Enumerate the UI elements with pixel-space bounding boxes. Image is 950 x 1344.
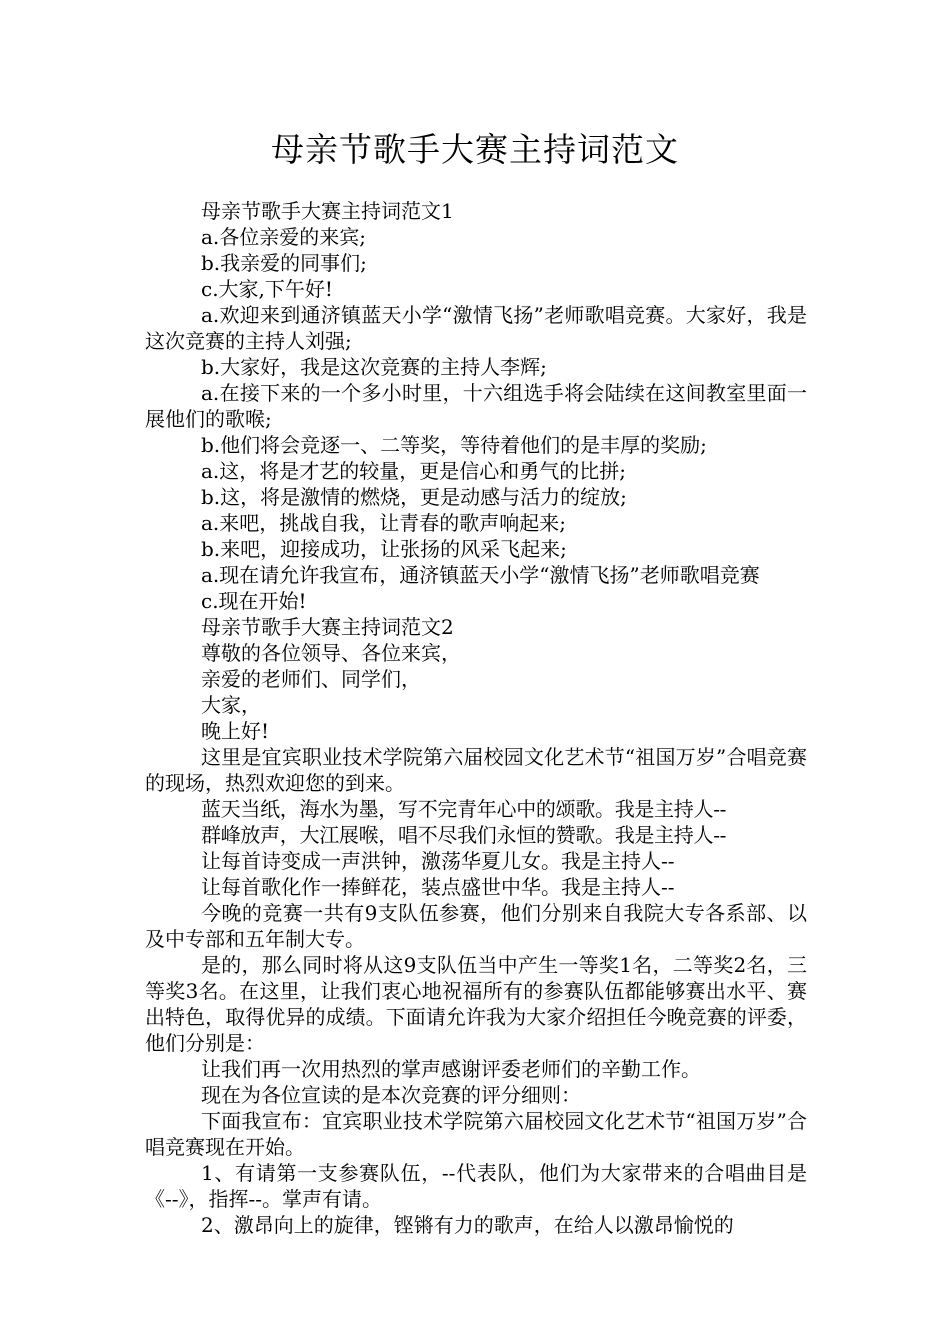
paragraph: 让我们再一次用热烈的掌声感谢评委老师们的辛勤工作。 [201,1057,701,1081]
paragraph: b.大家好，我是这次竞赛的主持人李辉; [201,355,547,379]
paragraph: 晚上好! [201,719,270,743]
paragraph: 亲爱的老师们、同学们， [201,667,421,691]
paragraph: a.来吧，挑战自我，让青春的歌声响起来; [201,511,567,535]
paragraph: 下面我宣布：宜宾职业技术学院第六届校园文化艺术节“祖国万岁”合唱竞赛现在开始。 [145,1109,807,1159]
paragraph: 尊敬的各位领导、各位来宾， [201,641,461,665]
paragraph: 是的，那么同时将从这9支队伍当中产生一等奖1名，二等奖2名，三等奖3名。在这里，让我们衷心地祝福所有的参赛队伍都能够赛出水平、赛出特色，取得优异的成绩。下面请允许我为大家介绍担任今晚竞赛的评委，他们分别是： [145,953,807,1055]
paragraph: 这里是宜宾职业技术学院第六届校园文化艺术节“祖国万岁”合唱竞赛的现场，热烈欢迎您的到来。 [145,745,807,795]
paragraph: 群峰放声，大江展喉，唱不尽我们永恒的赞歌。我是主持人-- [201,823,727,847]
paragraph: a.各位亲爱的来宾; [201,225,367,249]
paragraph: b.我亲爱的同事们; [201,251,367,275]
paragraph: 母亲节歌手大赛主持词范文2 [201,615,454,639]
paragraph: a.这，将是才艺的较量，更是信心和勇气的比拼; [201,459,627,483]
paragraph: c.现在开始! [201,589,307,613]
paragraph: 现在为各位宣读的是本次竞赛的评分细则： [201,1083,581,1107]
paragraph: b.这，将是激情的燃烧，更是动感与活力的绽放; [201,485,627,509]
document-title: 母亲节歌手大赛主持词范文 [271,130,679,169]
paragraph: b.来吧，迎接成功，让张扬的风采飞起来; [201,537,567,561]
paragraph: 今晚的竞赛一共有9支队伍参赛，他们分别来自我院大专各系部、以及中专部和五年制大专。 [145,901,807,951]
paragraph: 1、有请第一支参赛队伍，--代表队，他们为大家带来的合唱曲目是《--》，指挥--。掌声有请。 [145,1161,807,1211]
paragraph: c.大家,下午好! [201,277,333,301]
paragraph: 蓝天当纸，海水为墨，写不完青年心中的颂歌。我是主持人-- [201,797,727,821]
paragraph: a.在接下来的一个多小时里，十六组选手将会陆续在这间教室里面一展他们的歌喉; [145,381,807,431]
paragraph: a.欢迎来到通济镇蓝天小学“激情飞扬”老师歌唱竞赛。大家好，我是这次竞赛的主持人刘强; [145,303,807,353]
paragraph: 母亲节歌手大赛主持词范文1 [201,199,454,223]
paragraph: 大家， [201,693,261,717]
paragraph: 2、激昂向上的旋律，铿锵有力的歌声，在给人以激昂愉悦的 [201,1213,734,1237]
paragraph: 让每首歌化作一捧鲜花，装点盛世中华。我是主持人-- [201,875,675,899]
document-body [145,198,807,1238]
paragraph: b.他们将会竞逐一、二等奖，等待着他们的是丰厚的奖励; [201,433,707,457]
paragraph: 让每首诗变成一声洪钟，激荡华夏儿女。我是主持人-- [201,849,675,873]
paragraph: a.现在请允许我宣布，通济镇蓝天小学“激情飞扬”老师歌唱竞赛 [201,563,760,587]
